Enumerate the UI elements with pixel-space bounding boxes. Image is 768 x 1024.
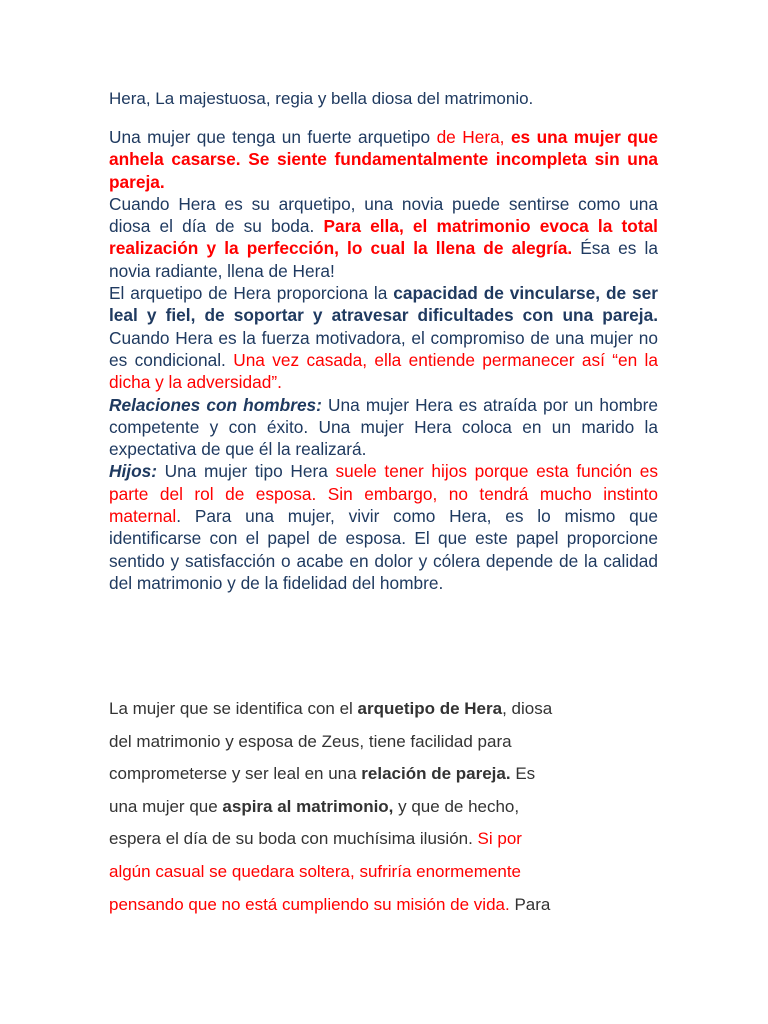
line-7 [109,889,658,922]
document-title: Hera, La majestuosa, regia y bella diosa del matrimonio. [109,89,534,108]
p1-text: Una mujer que tenga un fuerte arquetipo [109,127,437,147]
p2-red-bold-text: Para ella, el matrimonio evoca la total realización y la perfección, lo cual la llena de alegría. [109,216,658,259]
p4-text: Una mujer Hera es atraída por un hombre competente y con éxito. Una mujer Hera coloca en un marido la expectativa de que él la realizará. [109,394,658,460]
paragraph-arquetipo [109,126,658,193]
p5-text-end: . Para una mujer, vivir como Hera, es lo mismo que identificarse con el papel de esposa. El que este papel proporcione sentido y satisfacción o acabe en dolor y cólera depende de la calidad del matrimonio y de la fidelidad del hombre. [109,506,658,593]
p2-text: Cuando Hera es su arquetipo, una novia puede sentirse como una diosa el día de su boda. [109,193,658,237]
l4-text: una mujer que [109,796,223,816]
line-4 [109,791,658,824]
line-1 [109,693,658,726]
l7-end: Para [509,894,551,914]
p3-text-mid: Cuando Hera es la fuerza motivadora, el compromiso de una mujer no es condicional. [109,327,658,370]
relaciones-heading: Relaciones con hombres: [109,394,322,415]
l3-text: comprometerse y ser leal en una [109,764,362,784]
l5-red: Si por [477,829,522,849]
p2-text-end: Ésa es la novia radiante, llena de Hera! [109,238,658,281]
hera-identification-paragraph [109,693,658,921]
paragraph-capacidad [109,282,658,393]
p5-text: Una mujer tipo Hera [157,461,336,482]
p1-red-bold-text: es una mujer que anhela casarse. Se siente fundamentalmente incompleta sin una pareja. [109,127,658,192]
paragraph-novia [109,193,658,282]
l5-text: espera el día de su boda con muchísima ilusión. [109,829,478,849]
p3-bold-text: capacidad de vincularse, de ser leal y fiel, de soportar y atravesar dificultades con una pareja. [109,283,658,326]
p3-text: El arquetipo de Hera proporciona la [109,283,394,304]
paragraph-hijos [109,460,658,594]
line-6: algún casual se quedara soltera, sufriría enormemente [109,861,522,881]
l1-bold: arquetipo de Hera [357,699,503,718]
l3-end: Es [510,764,536,784]
l3-bold: relación de pareja. [361,764,511,784]
line-2: del matrimonio y esposa de Zeus, tiene facilidad para [109,731,512,751]
p5-red-text: suele tener hijos porque esta función es parte del rol de esposa. Sin embargo, no tendrá mucho instinto maternal [109,461,658,527]
line-3 [109,758,658,791]
hijos-heading: Hijos: [109,461,158,482]
hera-description [109,126,658,594]
l1-text: La mujer que se identifica con el [109,699,358,718]
l7-red: pensando que no está cumpliendo su misión de vida. [109,894,510,914]
l1-end: , diosa [502,699,553,718]
l4-end: y que de hecho, [393,796,520,816]
p3-red-text: Una vez casada, ella entiende permanecer así “en la dicha y la adversidad”. [109,349,658,393]
p1-red-text: de Hera, [436,127,511,147]
paragraph-relaciones [109,394,658,461]
l4-bold: aspira al matrimonio, [222,796,394,816]
line-5 [109,823,658,856]
